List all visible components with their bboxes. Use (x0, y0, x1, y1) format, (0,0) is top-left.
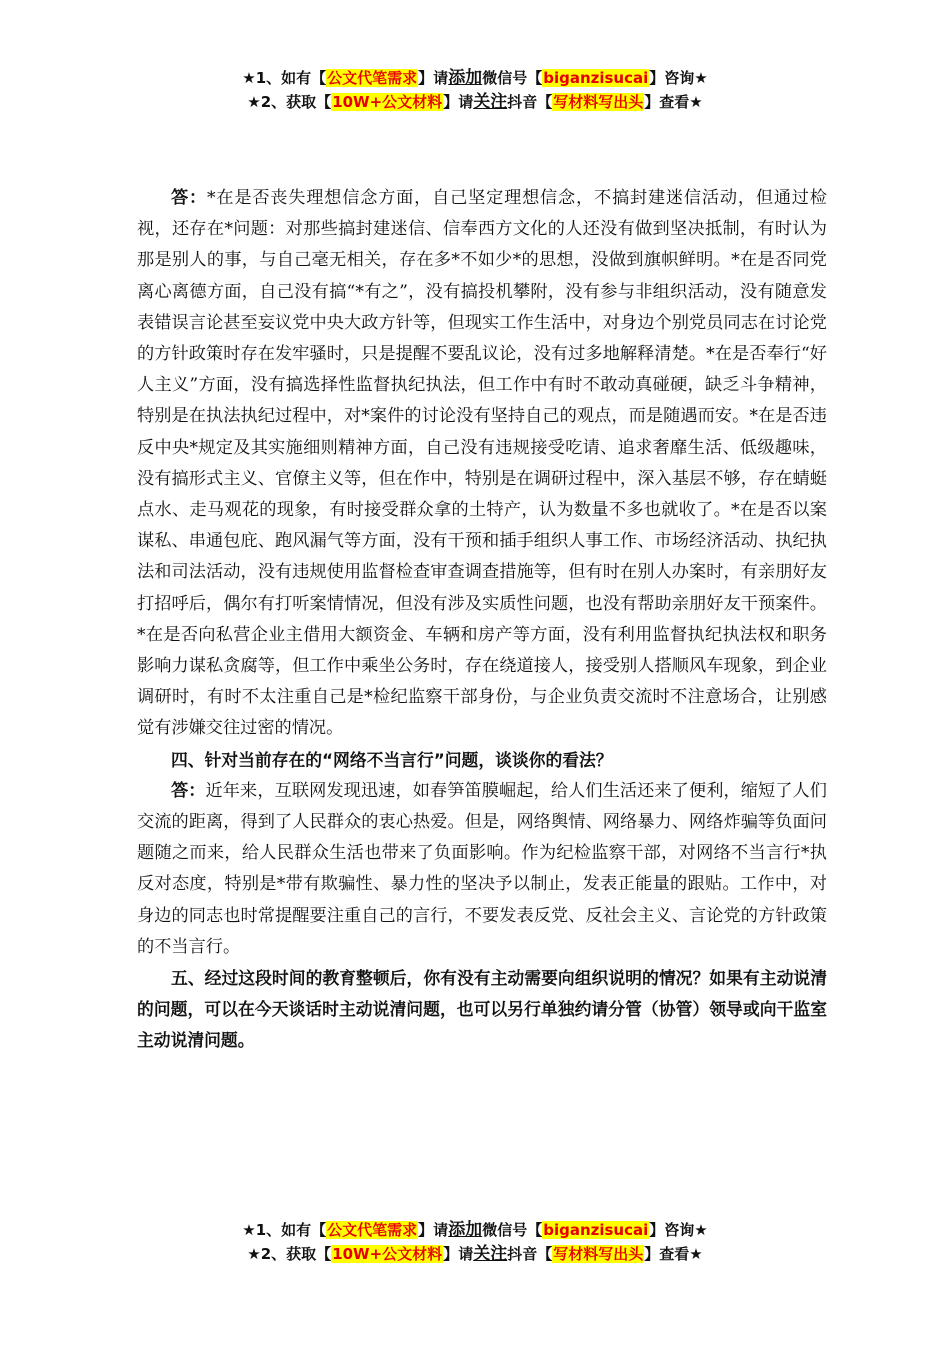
banner-underlined-text: 添加 (448, 68, 483, 88)
banner-highlight: 10W+公文材料 (332, 93, 443, 111)
banner-text: 】请 (418, 1221, 449, 1239)
banner-line-1 (0, 1218, 950, 1242)
banner-highlight: 公文代笔需求 (327, 1221, 418, 1239)
banner-text: ★2、获取【 (247, 93, 332, 111)
banner-text: 】请 (418, 69, 449, 87)
banner-text: 】咨询★ (649, 1221, 708, 1239)
answer-text: 近年来，互联网发现迅速，如春笋笛膜崛起，给人们生活还来了便利，缩短了人们交流的距离，得到了人民群众的衷心热爱。但是，网络舆情、网络暴力、网络炸骗等负面问题随之而来，给人民群众生活也带来了负面影响。作为纪检监察干部，对网络不当言行*执反对态度，特别是*带有欺骗性、暴力性的坚决予以制止，发表正能量的跟贴。工作中，对身边的同志也时常提醒要注重自己的言行，不要发表反党、反社会主义、言论党的方针政策的不当言行。 (137, 780, 827, 957)
footer-banner (0, 1218, 950, 1266)
banner-text: 抖音【 (507, 1245, 553, 1263)
banner-text: 微信号【 (482, 1221, 543, 1239)
banner-line-2 (0, 1242, 950, 1266)
banner-text: 抖音【 (507, 93, 553, 111)
question-4: 四、针对当前存在的“网络不当言行”问题，谈谈你的看法？ (171, 749, 613, 770)
answer-paragraph-2 (137, 776, 827, 963)
question-5: 五、经过这段时间的教育整顿后，你有没有主动需要向组织说明的情况？如果有主动说清的问题，可以在今天谈话时主动说清问题，也可以另行单独约请分管（协管）领导或向干监室主动说清问题。 (137, 968, 827, 1051)
banner-text: 】查看★ (644, 1245, 703, 1263)
banner-underlined-text: 添加 (448, 1220, 483, 1240)
banner-highlight-wechat-id: biganzisucai (543, 1221, 649, 1239)
banner-text: 】请 (443, 93, 474, 111)
banner-text: 】咨询★ (649, 69, 708, 87)
banner-highlight-account: 写材料写出头 (553, 93, 644, 111)
document-body (137, 183, 827, 1057)
answer-text: *在是否丧失理想信念方面，自己坚定理想信念，不搞封建迷信活动，但通过检视，还存在*问题：对那些搞封建迷信、信奉西方文化的人还没有做到坚决抵制，有时认为那是别人的事，与自己毫无相关，存在多*不如少*的思想，没做到旗帜鲜明。*在是否同党离心离德方面，自己没有搞“*有之”，没有搞投机攀附，没有参与非组织活动，没有随意发表错误言论甚至妄议党中央大政方针等，但现实工作生活中，对身边个别党员同志在讨论党的方针政策时存在发牢骚时，只是提醒不要乱议论，没有过多地解释清楚。*在是否奉行“好人主义”方面，没有搞选择性监督执纪执法，但工作中有时不敢动真碰硬，缺乏斗争精神，特别是在执法执纪过程中，对*案件的讨论没有坚持自己的观点，而是随遇而安。*在是否违反中央*规定及其实施细则精神方面，自己没有违规接受吃请、追求奢靡生活、低级趣味，没有搞形式主义、官僚主义等，但在作中，特别是在调研过程中，深入基层不够，存在蜻蜓点水、走马观花的现象，有时接受群众拿的土特产，认为数量不多也就收了。*在是否以案谋私、串通包庇、跑风漏气等方面，没有干预和插手组织人事工作、市场经济活动、执纪执法和司法活动，没有违规使用监督检查审查调查措施等，但有时在别人办案时，有亲朋好友打招呼后，偶尔有打听案情情况，但没有涉及实质性问题，也没有帮助亲朋好友干预案件。*在是否向私营企业主借用大额资金、车辆和房产等方面，没有利用监督执纪执法权和职务影响力谋私贪腐等，但工作中乘坐公务时，存在绕道接人，接受别人搭顺风车现象，到企业调研时，有时不太注重自己是*检纪监察干部身份，与企业负责交流时不注意场合，让别感觉有涉嫌交往过密的情况。 (137, 188, 827, 739)
banner-underlined-text: 关注 (473, 92, 508, 112)
answer-label: 答： (171, 780, 206, 801)
banner-text: 微信号【 (482, 69, 543, 87)
banner-text: 】查看★ (644, 93, 703, 111)
answer-paragraph-1 (137, 183, 827, 745)
banner-text: ★1、如有【 (242, 69, 327, 87)
banner-text: ★1、如有【 (242, 1221, 327, 1239)
banner-highlight: 10W+公文材料 (332, 1245, 443, 1263)
answer-label: 答： (171, 188, 207, 208)
banner-text: ★2、获取【 (247, 1245, 332, 1263)
banner-line-2 (0, 90, 950, 114)
banner-text: 】请 (443, 1245, 474, 1263)
banner-highlight: 公文代笔需求 (327, 69, 418, 87)
banner-highlight-wechat-id: biganzisucai (543, 69, 649, 87)
banner-line-1 (0, 66, 950, 90)
banner-highlight-account: 写材料写出头 (553, 1245, 644, 1263)
header-banner (0, 66, 950, 114)
banner-underlined-text: 关注 (473, 1244, 508, 1264)
